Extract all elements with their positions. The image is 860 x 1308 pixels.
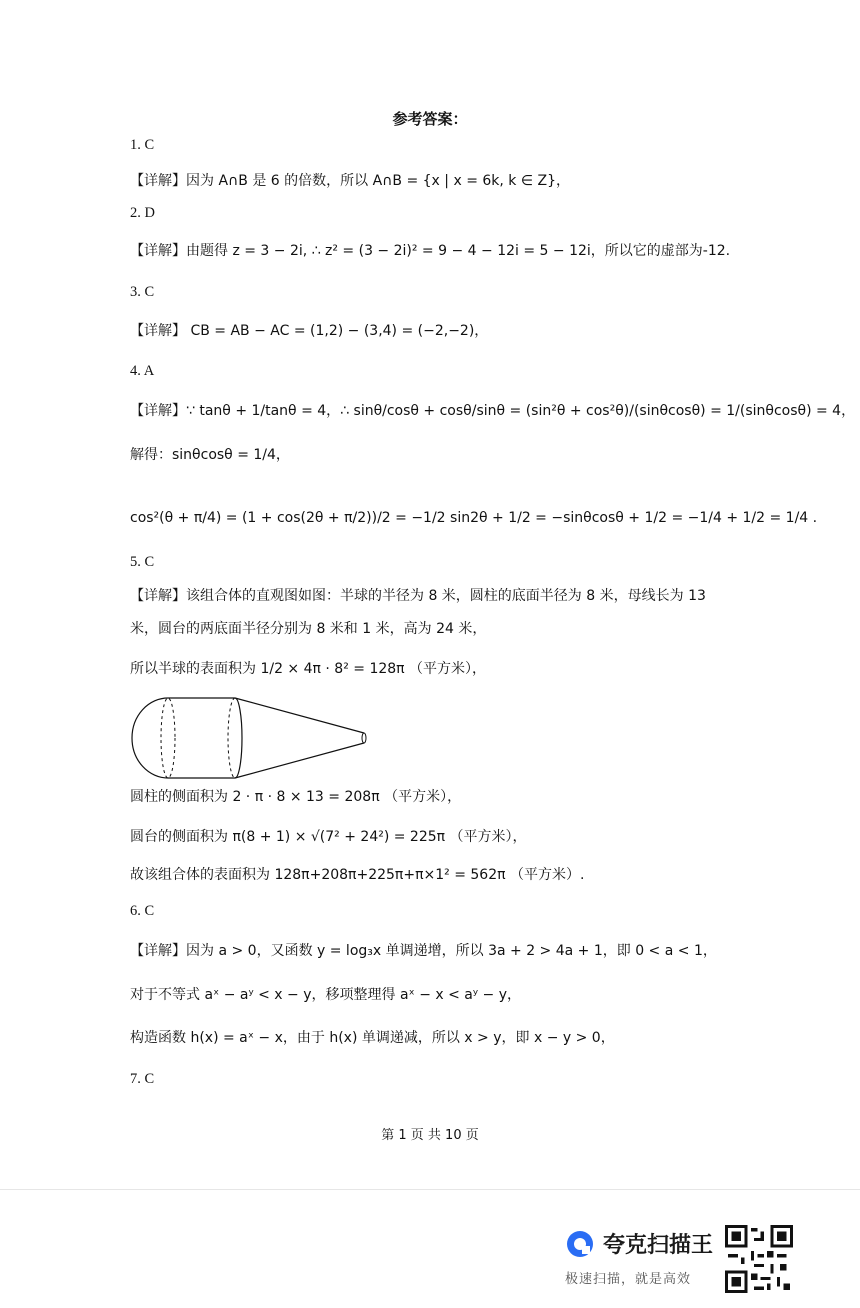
- answer-2: 2. D: [130, 205, 155, 221]
- detail-5-frustum: 圆台的侧面积为 π(8 + 1) × √(7² + 24²) = 225π （平方米），: [130, 829, 527, 845]
- answer-6: 6. C: [130, 903, 155, 919]
- detail-3: 【详解】 CB = AB − AC = (1,2) − (3,4) = (−2,−2)，: [130, 323, 489, 339]
- brand: [565, 1228, 713, 1259]
- answer-5: 5. C: [130, 554, 155, 570]
- solid-figure: [128, 694, 373, 782]
- detail-4-result: cos²(θ + π/4) = (1 + cos(2θ + π/2))/2 = −1/2 sin2θ + 1/2 = −sinθcosθ + 1/2 = −1/4 + 1/2 = 1/4 .: [130, 510, 818, 526]
- detail-5-cont: 米，圆台的两底面半径分别为 8 米和 1 米，高为 24 米，: [130, 621, 487, 637]
- detail-1: 【详解】因为 A∩B 是 6 的倍数，所以 A∩B = {x | x = 6k, k ∈ Z}，: [130, 173, 570, 189]
- detail-5-cylinder: 圆柱的侧面积为 2 · π · 8 × 13 = 208π （平方米），: [130, 789, 462, 805]
- detail-4-solve: 解得：sinθcosθ = 1/4，: [130, 447, 290, 463]
- detail-5-hemisphere: 所以半球的表面积为 1/2 × 4π · 8² = 128π （平方米），: [130, 661, 487, 677]
- detail-4: 【详解】∵ tanθ + 1/tanθ = 4，∴ sinθ/cosθ + cosθ/sinθ = (sin²θ + cos²θ)/(sinθcosθ) = 1/(sinθcosθ) = 4，: [130, 403, 856, 419]
- brand-slogan: 极速扫描，就是高效: [565, 1272, 692, 1287]
- qr-code-icon: [725, 1225, 793, 1293]
- detail-6-ineq: 对于不等式 aˣ − aʸ < x − y，移项整理得 aˣ − x < aʸ − y，: [130, 987, 522, 1003]
- answer-7: 7. C: [130, 1071, 155, 1087]
- quark-logo-icon: [565, 1229, 595, 1259]
- detail-2: 【详解】由题得 z = 3 − 2i, ∴ z² = (3 − 2i)² = 9 − 4 − 12i = 5 − 12i，所以它的虚部为-12.: [130, 243, 731, 259]
- page-number: 第 1 页 共 10 页: [381, 1128, 479, 1143]
- detail-6-func: 构造函数 h(x) = aˣ − x，由于 h(x) 单调递减，所以 x > y，即 x − y > 0，: [130, 1030, 615, 1046]
- detail-5: 【详解】该组合体的直观图如图：半球的半径为 8 米，圆柱的底面半径为 8 米，母线长为 13: [130, 588, 706, 604]
- answer-1: 1. C: [130, 137, 155, 153]
- footer-divider: [0, 1189, 860, 1190]
- brand-name: 夸克扫描王: [603, 1233, 714, 1258]
- detail-6: 【详解】因为 a > 0，又函数 y = log₃x 单调递增，所以 3a + 2 > 4a + 1，即 0 < a < 1，: [130, 943, 717, 959]
- answer-3: 3. C: [130, 284, 155, 300]
- answer-4: 4. A: [130, 363, 155, 379]
- page-title: 参考答案：: [392, 110, 468, 128]
- detail-5-total: 故该组合体的表面积为 128π+208π+225π+π×1² = 562π （平方米）.: [130, 867, 585, 883]
